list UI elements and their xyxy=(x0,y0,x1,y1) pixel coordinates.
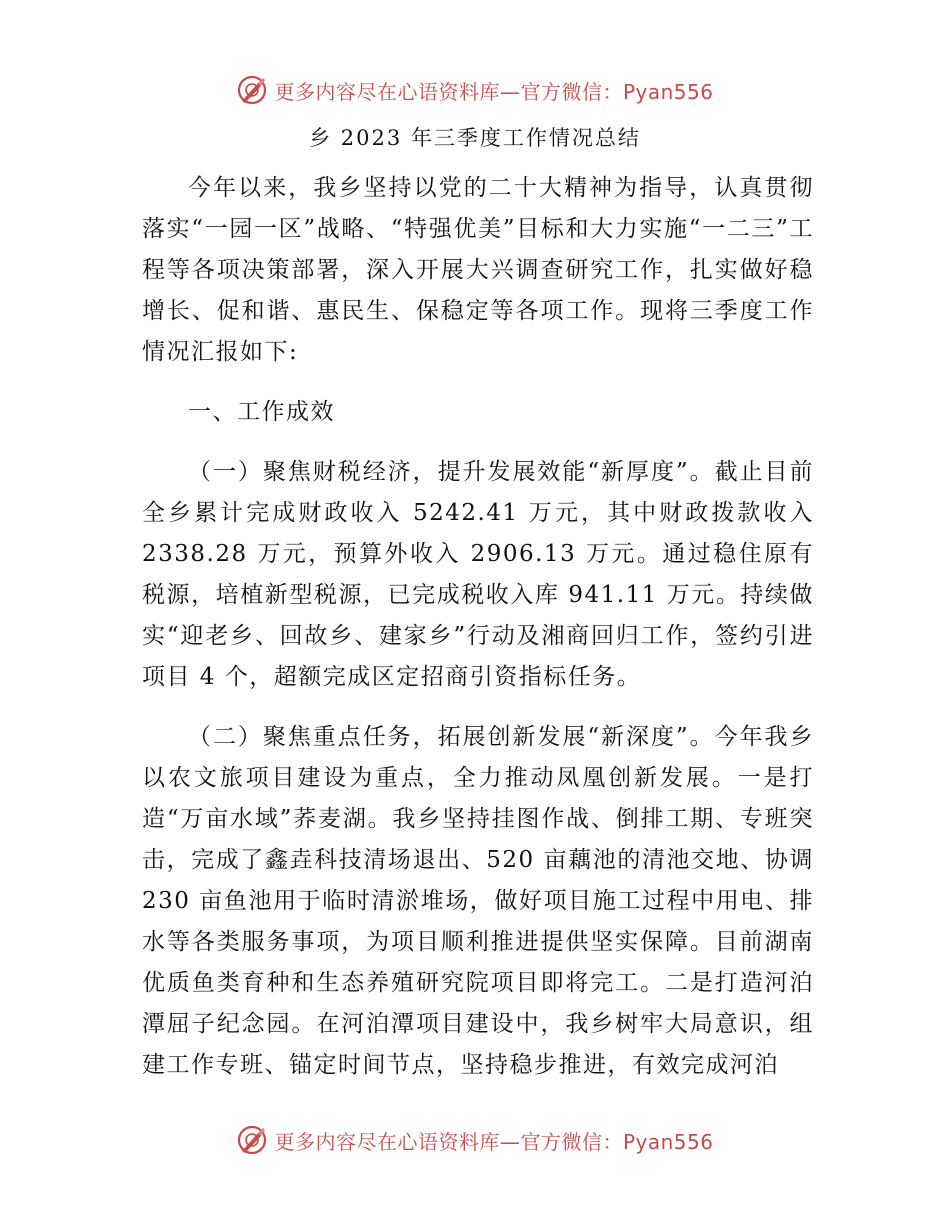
intro-paragraph: 今年以来，我乡坚持以党的二十大精神为指导，认真贯彻落实“一园一区”战略、“特强优美”目标和大力实施“一二三”工程等各项决策部署，深入开展大兴调查研究工作，扎实做好稳增长、促和谐、惠民生、保稳定等各项工作。现将三季度工作情况汇报如下: xyxy=(142,175,814,365)
watermark-text: 更多内容尽在心语资料库—官方微信：Pyan556 xyxy=(274,1129,714,1154)
watermark-footer xyxy=(0,1122,950,1158)
document-body xyxy=(142,168,814,1086)
document-title: 乡 2023 年三季度工作情况总结 xyxy=(309,126,641,150)
paragraph-key-tasks: （二）聚焦重点任务，拓展创新发展“新深度”。今年我乡以农文旅项目建设为重点，全力推动凤凰创新发展。一是打造“万亩水域”荞麦湖。我乡坚持挂图作战、倒排工期、专班突击，完成了鑫垚科技清场退出、520 亩藕池的清池交地、协调 230 亩鱼池用于临时清淤堆场，做好项目施工过程中用电、排水等各类服务事项，为项目顺利推进提供坚实保障。目前湖南优质鱼类育种和生态养殖研究院项目即将完工。二是打造河泊潭屈子纪念园。在河泊潭项目建设中，我乡树牢大局意识，组建工作专班、锚定时间节点，坚持稳步推进，有效完成河泊 xyxy=(142,724,814,1078)
section-heading: 一、工作成效 xyxy=(188,399,335,425)
pen-logo-icon xyxy=(236,1124,268,1156)
paragraph-finance: （一）聚焦财税经济，提升发展效能“新厚度”。截止目前全乡累计完成财政收入 5242.41 万元，其中财政拨款收入 2338.28 万元，预算外收入 2906.13 万元。通过稳住原有税源，培植新型税源，已完成税收入库 941.11 万元。持续做实“迎老乡、回故乡、建家乡”行动及湘商回归工作，签约引进项目 4 个，超额完成区定招商引资指标任务。 xyxy=(142,459,814,690)
pen-logo-icon xyxy=(236,74,268,106)
watermark-text: 更多内容尽在心语资料库—官方微信：Pyan556 xyxy=(274,79,714,104)
watermark-header xyxy=(0,72,950,108)
